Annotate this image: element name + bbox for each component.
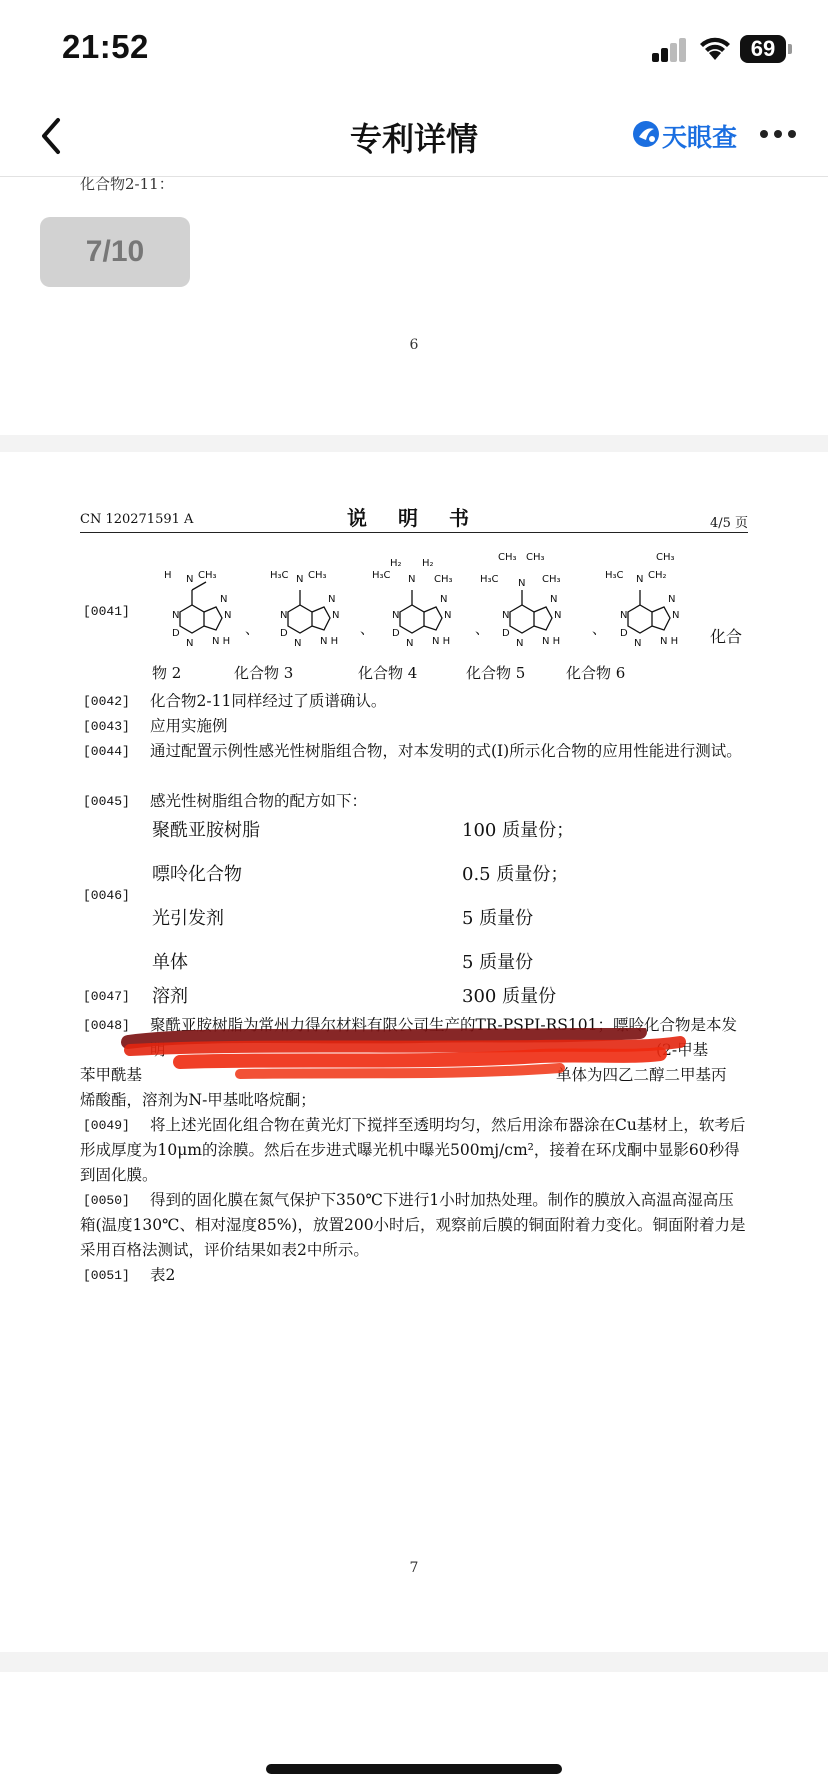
paragraph-tag: [0048]: [83, 1018, 130, 1033]
svg-text:N: N: [186, 574, 194, 585]
svg-text:N H: N H: [212, 636, 231, 647]
svg-text:N: N: [408, 574, 416, 585]
paragraph-tag: [0051]: [83, 1268, 130, 1283]
paragraph-0048-line4: 烯酸酯，溶剂为N-甲基吡咯烷酮；: [80, 1091, 316, 1109]
redaction-scribble: [120, 1028, 700, 1088]
tianyancha-logo-icon: [632, 120, 660, 148]
formula-row: [152, 860, 752, 890]
paragraph-0050: 得到的固化膜在氮气保护下350℃下进行1小时加热处理。制作的膜放入高温高湿高压箱(温度130℃、相对湿度85%)，放置200小时后，观察前后膜的铜面附着力变化。铜面附着力是采用百格法测试，评价结果如表2中所示。: [80, 1191, 746, 1259]
compound-label: 化合物 6: [566, 664, 626, 682]
paragraph-tag: [0046]: [83, 888, 130, 903]
svg-text:N: N: [296, 574, 304, 585]
nav-bar: [0, 96, 828, 177]
paragraph-0043: 应用实施例: [150, 717, 228, 735]
status-bar: [0, 0, 828, 96]
formula-row: [152, 904, 752, 934]
svg-text:N: N: [328, 594, 336, 605]
compound-suffix: 化合: [710, 627, 743, 646]
svg-text:D: D: [502, 628, 510, 639]
svg-text:CH₃: CH₃: [526, 552, 545, 563]
svg-text:H₃C: H₃C: [270, 570, 289, 581]
doc-page-of: 4/5 页: [709, 516, 748, 531]
svg-text:N: N: [636, 574, 644, 585]
patent-number: CN 120271591 A: [80, 512, 194, 527]
formula-component: 溶剂: [152, 986, 188, 1007]
paragraph-0048-line3-tail: 单体为四乙二醇二甲基丙: [556, 1066, 727, 1084]
doc-header: [80, 502, 748, 533]
svg-text:N: N: [220, 594, 228, 605]
compound-labels: [152, 662, 672, 688]
svg-text:D: D: [392, 628, 400, 639]
svg-text:N H: N H: [660, 636, 679, 647]
compound-label: 化合物 3: [234, 664, 294, 682]
svg-text:N: N: [668, 594, 676, 605]
svg-text:H: H: [164, 570, 172, 581]
paragraph-tag: [0045]: [83, 794, 130, 809]
formula-component: 聚酰亚胺树脂: [152, 820, 260, 841]
compound-separator: 、: [245, 622, 259, 638]
svg-text:CH₃: CH₃: [434, 574, 453, 585]
battery-cap: [788, 44, 792, 54]
svg-text:N: N: [634, 638, 642, 649]
paragraph-0048-line2-tail: (2-甲基: [656, 1041, 709, 1059]
svg-text:N: N: [518, 578, 526, 589]
svg-text:N: N: [620, 610, 628, 621]
svg-text:H₂: H₂: [390, 558, 402, 569]
svg-text:N: N: [332, 610, 340, 621]
paragraph-tag: [0041]: [83, 604, 130, 619]
compound-6-structure: [605, 552, 679, 649]
paragraph-tag: [0042]: [83, 694, 130, 709]
paragraph-tag: [0049]: [83, 1118, 130, 1133]
formula-row: [152, 816, 752, 846]
svg-text:N: N: [392, 610, 400, 621]
formula-amount: 5 质量份: [462, 952, 534, 973]
more-button[interactable]: [756, 130, 800, 142]
page-indicator: 7/10: [40, 217, 190, 287]
paragraph-0044: 通过配置示例性感光性树脂组合物，对本发明的式(I)所示化合物的应用性能进行测试。: [150, 742, 742, 760]
compound-label: 化合物 5: [466, 664, 526, 682]
svg-text:H₂: H₂: [422, 558, 434, 569]
svg-text:D: D: [172, 628, 180, 639]
formula-amount: 300 质量份: [462, 986, 557, 1007]
formula-amount: 0.5 质量份；: [462, 864, 569, 885]
cellular-signal-icon: [652, 38, 688, 62]
svg-text:N: N: [516, 638, 524, 649]
compound-label: 物 2: [152, 664, 182, 682]
compound-2-structure: [164, 570, 231, 649]
paragraph-0045: 感光性树脂组合物的配方如下：: [150, 792, 368, 810]
formula-component: 单体: [152, 952, 188, 973]
page-title: 专利详情: [349, 120, 478, 158]
paragraph-tag: [0050]: [83, 1193, 130, 1208]
svg-text:N: N: [550, 594, 558, 605]
page-number: 6: [409, 337, 419, 353]
compound-separator: 、: [592, 622, 606, 638]
svg-text:N: N: [554, 610, 562, 621]
prev-page-partial-line: 化合物2-11：: [80, 175, 174, 193]
svg-text:N H: N H: [432, 636, 451, 647]
svg-text:N: N: [672, 610, 680, 621]
compound-label: 化合物 4: [358, 664, 418, 682]
svg-text:N: N: [280, 610, 288, 621]
battery-icon: [740, 35, 786, 63]
battery-level: 69: [750, 36, 776, 61]
paragraph-0042: 化合物2-11同样经过了质谱确认。: [150, 692, 387, 710]
formula-row: [152, 982, 752, 1012]
home-indicator[interactable]: [266, 1764, 562, 1774]
paragraph-0048-line1: 聚酰亚胺树脂为常州力得尔材料有限公司生产的TR-PSPI-RS101；嘌呤化合物是本发明: [150, 1016, 737, 1059]
document-page-6: [0, 177, 828, 435]
paragraph-0049: 将上述光固化组合物在黄光灯下搅拌至透明均匀，然后用涂布器涂在Cu基材上，软考后形成厚度为10μm的涂膜。然后在步进式曝光机中曝光500mj/cm²，接着在环戊酮中显影60秒得到固化膜。: [80, 1116, 746, 1184]
svg-text:N: N: [224, 610, 232, 621]
svg-text:H₃C: H₃C: [480, 574, 499, 585]
svg-text:CH₃: CH₃: [198, 570, 217, 581]
svg-text:N: N: [440, 594, 448, 605]
svg-text:CH₂: CH₂: [648, 570, 667, 581]
compound-5-structure: [480, 552, 561, 649]
svg-text:N: N: [502, 610, 510, 621]
formula-amount: 100 质量份；: [462, 820, 575, 841]
svg-text:N H: N H: [320, 636, 339, 647]
paragraph-tag: [0044]: [83, 744, 130, 759]
doc-title: 说 明 书: [347, 506, 481, 530]
bottom-area: [0, 1672, 828, 1792]
compound-3-structure: [270, 570, 339, 649]
formula-amount: 5 质量份: [462, 908, 534, 929]
svg-text:H₃C: H₃C: [605, 570, 624, 581]
brand-name: 天眼查: [662, 123, 738, 152]
svg-text:CH₃: CH₃: [542, 574, 561, 585]
formula-component: 嘌呤化合物: [152, 864, 242, 885]
paragraph-tag: [0043]: [83, 719, 130, 734]
svg-text:D: D: [620, 628, 628, 639]
svg-text:N: N: [444, 610, 452, 621]
formula-component: 光引发剂: [152, 908, 224, 929]
svg-text:N H: N H: [542, 636, 561, 647]
compound-separator: 、: [475, 622, 489, 638]
compound-4-structure: [372, 558, 453, 649]
svg-text:CH₃: CH₃: [656, 552, 675, 563]
svg-text:N: N: [406, 638, 414, 649]
svg-text:H₃C: H₃C: [372, 570, 391, 581]
svg-text:N: N: [186, 638, 194, 649]
svg-text:N: N: [172, 610, 180, 621]
svg-text:N: N: [294, 638, 302, 649]
svg-text:CH₃: CH₃: [308, 570, 327, 581]
compound-separator: 、: [360, 622, 374, 638]
paragraph-tag: [0047]: [83, 989, 130, 1004]
status-time: 21:52: [62, 28, 149, 65]
svg-text:CH₃: CH₃: [498, 552, 517, 563]
wifi-icon: [698, 34, 732, 62]
paragraph-0048-line3: 苯甲酰基: [80, 1066, 143, 1084]
svg-text:D: D: [280, 628, 288, 639]
formula-row: [152, 948, 752, 978]
page-number: 7: [409, 1560, 419, 1576]
paragraph-0051: 表2: [150, 1266, 176, 1284]
